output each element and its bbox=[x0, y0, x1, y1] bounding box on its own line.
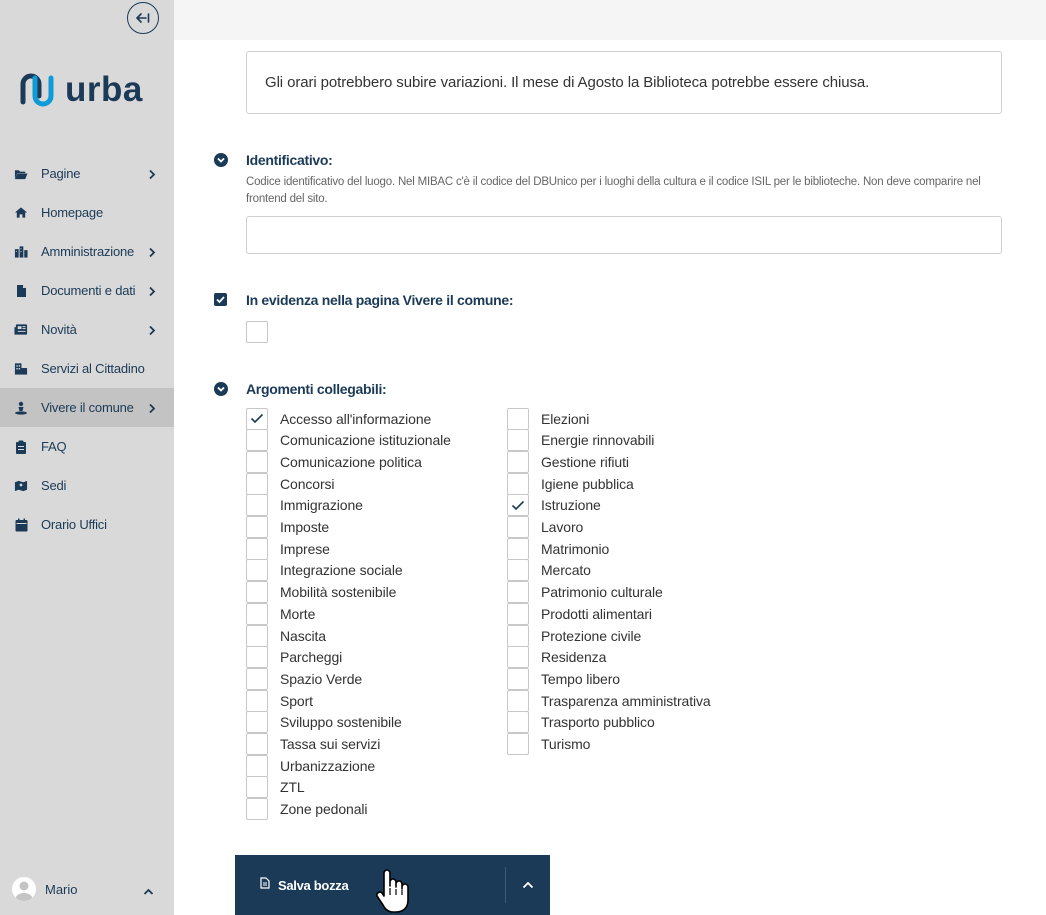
avatar bbox=[12, 877, 36, 901]
sidebar-nav bbox=[0, 154, 174, 544]
chevron-right-icon bbox=[148, 167, 156, 185]
argomento-option[interactable] bbox=[507, 473, 634, 494]
argomento-option[interactable] bbox=[246, 734, 380, 755]
argomento-option[interactable] bbox=[246, 712, 402, 733]
argomento-option[interactable] bbox=[246, 647, 342, 668]
argomento-label: Mobilità sostenibile bbox=[280, 584, 397, 601]
chevron-up-icon bbox=[143, 883, 154, 901]
edit-form bbox=[174, 40, 1046, 915]
argomento-checkbox[interactable] bbox=[246, 690, 268, 712]
argomento-checkbox[interactable] bbox=[507, 408, 529, 430]
argomento-checkbox[interactable] bbox=[246, 798, 268, 820]
argomento-label: Residenza bbox=[541, 649, 607, 666]
checkmark-icon bbox=[511, 500, 525, 511]
argomento-option[interactable] bbox=[246, 430, 451, 451]
argomento-checkbox[interactable] bbox=[507, 516, 529, 538]
argomento-label: Tassa sui servizi bbox=[280, 736, 381, 752]
argomento-option[interactable] bbox=[246, 538, 330, 559]
identificativo-description: Codice identificativo del luogo. Nel MIBAC c'è il codice del DBUnico per i luoghi della cultura e il codice ISIL per le biblioteche. Non deve comparire nel frontend del sito. bbox=[246, 176, 981, 205]
collapse-sidebar-button[interactable] bbox=[127, 2, 159, 34]
argomento-label: Turismo bbox=[541, 736, 591, 752]
chevron-right-icon bbox=[148, 401, 156, 419]
argomento-option[interactable] bbox=[246, 625, 326, 646]
argomento-option[interactable] bbox=[507, 430, 654, 451]
checkmark-icon bbox=[250, 413, 264, 424]
argomento-option[interactable] bbox=[507, 495, 601, 516]
argomento-option[interactable] bbox=[246, 777, 305, 798]
brand-name: urba bbox=[65, 70, 143, 109]
in-evidenza-checkbox[interactable] bbox=[246, 321, 268, 343]
argomento-label: Integrazione sociale bbox=[280, 562, 403, 579]
argomento-checkbox[interactable] bbox=[246, 581, 268, 603]
clipboard-icon bbox=[14, 440, 28, 454]
argomento-option[interactable] bbox=[246, 582, 396, 603]
identificativo-input[interactable] bbox=[246, 216, 1002, 254]
argomento-checkbox[interactable] bbox=[246, 646, 268, 668]
argomento-label: Morte bbox=[280, 605, 316, 622]
argomento-checkbox[interactable] bbox=[507, 451, 529, 473]
argomento-checkbox[interactable] bbox=[507, 690, 529, 712]
sidebar-item-label: Orario Uffici bbox=[41, 517, 107, 532]
argomento-option[interactable] bbox=[246, 603, 315, 624]
file-icon bbox=[14, 284, 28, 298]
argomento-checkbox[interactable] bbox=[507, 473, 529, 495]
argomento-label: Istruzione bbox=[541, 497, 601, 514]
argomento-checkbox[interactable] bbox=[507, 494, 529, 516]
top-bar bbox=[174, 0, 1046, 40]
sidebar-item-faq[interactable] bbox=[0, 427, 174, 466]
home-icon bbox=[14, 206, 28, 220]
argomento-option[interactable] bbox=[507, 517, 583, 538]
argomento-label: Sviluppo sostenibile bbox=[280, 714, 402, 731]
argomento-option[interactable] bbox=[246, 495, 363, 516]
argomento-option[interactable] bbox=[507, 734, 590, 755]
sidebar-item-vivere-il-comune[interactable] bbox=[0, 388, 174, 427]
argomento-label: Spazio Verde bbox=[280, 670, 363, 687]
argomento-checkbox[interactable] bbox=[246, 776, 268, 798]
sidebar-item-documenti-e-dati[interactable] bbox=[0, 271, 174, 310]
newspaper-icon bbox=[14, 323, 28, 337]
notes-textarea-value: Gli orari potrebbero subire variazioni. Il mese di Agosto la Biblioteca potrebbe essere chiusa. bbox=[265, 74, 870, 91]
argomento-label: Parcheggi bbox=[280, 649, 343, 666]
sidebar-item-label: Sedi bbox=[41, 478, 67, 493]
argomento-label: Comunicazione politica bbox=[280, 453, 422, 470]
sidebar-item-servizi-al-cittadino[interactable] bbox=[0, 349, 174, 388]
argomento-option[interactable] bbox=[507, 603, 652, 624]
argomento-label: Tempo libero bbox=[541, 670, 620, 687]
argomento-label: Imprese bbox=[280, 540, 330, 557]
sidebar-item-label: FAQ bbox=[41, 439, 67, 454]
sidebar-item-homepage[interactable] bbox=[0, 193, 174, 232]
sidebar-item-label: Novità bbox=[41, 322, 77, 337]
argomento-label: Elezioni bbox=[541, 410, 590, 427]
argomento-checkbox[interactable] bbox=[507, 538, 529, 560]
city-icon bbox=[14, 245, 28, 259]
user-menu[interactable] bbox=[12, 877, 162, 901]
argomento-option[interactable] bbox=[246, 755, 375, 776]
urba-logo-icon bbox=[17, 70, 57, 110]
argomento-checkbox[interactable] bbox=[246, 538, 268, 560]
chevron-right-icon bbox=[148, 284, 156, 302]
sidebar bbox=[0, 0, 174, 915]
argomento-label: Immigrazione bbox=[280, 497, 363, 514]
argomento-checkbox[interactable] bbox=[246, 603, 268, 625]
argomento-label: Trasporto pubblico bbox=[541, 714, 655, 731]
argomento-label: Concorsi bbox=[280, 475, 335, 492]
argomento-checkbox[interactable] bbox=[507, 559, 529, 581]
argomento-label: Zone pedonali bbox=[280, 801, 368, 818]
argomento-checkbox[interactable] bbox=[246, 625, 268, 647]
argomento-label: Imposte bbox=[280, 519, 330, 535]
user-name: Mario bbox=[45, 881, 78, 897]
argomento-option[interactable] bbox=[246, 668, 362, 689]
save-draft-button[interactable] bbox=[260, 855, 348, 915]
argomento-checkbox[interactable] bbox=[507, 711, 529, 733]
argomento-label: Nascita bbox=[280, 627, 326, 644]
sidebar-item-pagine[interactable] bbox=[0, 154, 174, 193]
argomento-checkbox[interactable] bbox=[246, 733, 268, 755]
save-options-toggle[interactable] bbox=[506, 855, 550, 915]
argomento-label: Matrimonio bbox=[541, 540, 610, 557]
argomento-checkbox[interactable] bbox=[246, 516, 268, 538]
sidebar-item-sedi[interactable] bbox=[0, 466, 174, 505]
calendar-icon bbox=[14, 518, 28, 532]
argomento-option[interactable] bbox=[246, 799, 367, 820]
argomento-checkbox[interactable] bbox=[246, 755, 268, 777]
checkbox-checked-icon bbox=[214, 293, 228, 307]
folder-open-icon bbox=[14, 167, 28, 181]
save-draft-label: Salva bozza bbox=[278, 877, 349, 893]
arrow-left-bar-icon bbox=[136, 13, 150, 23]
argomento-checkbox[interactable] bbox=[507, 668, 529, 690]
chevron-right-icon bbox=[148, 245, 156, 263]
sidebar-item-label: Amministrazione bbox=[41, 244, 135, 259]
argomento-checkbox[interactable] bbox=[507, 646, 529, 668]
argomento-checkbox[interactable] bbox=[507, 581, 529, 603]
argomento-label: Patrimonio culturale bbox=[541, 584, 663, 601]
circle-chevron-down-icon[interactable] bbox=[214, 153, 228, 167]
argomento-label: Urbanizzazione bbox=[280, 757, 376, 774]
argomento-option[interactable] bbox=[507, 690, 711, 711]
argomenti-label: Argomenti collegabili: bbox=[246, 381, 387, 397]
sidebar-item-label: Vivere il comune bbox=[41, 400, 134, 415]
argomento-label: ZTL bbox=[280, 779, 305, 796]
argomento-option[interactable] bbox=[507, 668, 620, 689]
argomento-checkbox[interactable] bbox=[246, 429, 268, 451]
identificativo-label: Identificativo: bbox=[246, 152, 333, 168]
argomento-checkbox[interactable] bbox=[246, 711, 268, 733]
argomento-label: Comunicazione istituzionale bbox=[280, 432, 451, 449]
sidebar-item-label: Homepage bbox=[41, 205, 103, 220]
argomento-label: Igiene pubblica bbox=[541, 475, 634, 492]
argomento-label: Accesso all'informazione bbox=[280, 410, 432, 427]
file-icon bbox=[260, 876, 270, 894]
argomento-option[interactable] bbox=[507, 712, 655, 733]
argomento-label: Sport bbox=[280, 692, 313, 709]
sidebar-item-label: Documenti e dati bbox=[41, 283, 136, 298]
argomento-checkbox[interactable] bbox=[507, 625, 529, 647]
person-icon bbox=[14, 401, 28, 415]
argomento-label: Energie rinnovabili bbox=[541, 432, 655, 449]
argomento-option[interactable] bbox=[507, 451, 629, 472]
argomento-option[interactable] bbox=[507, 582, 663, 603]
argomento-label: Trasparenza amministrativa bbox=[541, 692, 711, 709]
argomento-option[interactable] bbox=[246, 451, 422, 472]
argomento-option[interactable] bbox=[246, 473, 334, 494]
notes-textarea[interactable] bbox=[246, 51, 1002, 114]
argomento-checkbox[interactable] bbox=[507, 733, 529, 755]
argomento-option[interactable] bbox=[246, 517, 329, 538]
argomento-checkbox[interactable] bbox=[246, 473, 268, 495]
sidebar-item-novita[interactable] bbox=[0, 310, 174, 349]
argomento-checkbox[interactable] bbox=[507, 429, 529, 451]
chevron-right-icon bbox=[148, 323, 156, 341]
argomento-option[interactable] bbox=[246, 560, 403, 581]
argomento-option[interactable] bbox=[507, 560, 591, 581]
building-icon bbox=[14, 362, 28, 376]
circle-chevron-down-icon[interactable] bbox=[214, 382, 228, 396]
argomento-checkbox[interactable] bbox=[246, 494, 268, 516]
argomento-checkbox[interactable] bbox=[507, 603, 529, 625]
argomento-label: Mercato bbox=[541, 562, 591, 579]
argomento-checkbox[interactable] bbox=[246, 559, 268, 581]
in-evidenza-label: In evidenza nella pagina Vivere il comune: bbox=[246, 292, 514, 308]
argomento-option[interactable] bbox=[246, 408, 431, 429]
map-icon bbox=[14, 479, 28, 493]
sidebar-item-label: Pagine bbox=[41, 166, 81, 181]
argomento-label: Gestione rifiuti bbox=[541, 453, 629, 470]
argomento-option[interactable] bbox=[507, 408, 589, 429]
chevron-up-icon bbox=[522, 876, 534, 894]
argomento-option[interactable] bbox=[507, 647, 606, 668]
sidebar-item-amministrazione[interactable] bbox=[0, 232, 174, 271]
argomento-checkbox[interactable] bbox=[246, 408, 268, 430]
argomento-label: Prodotti alimentari bbox=[541, 605, 652, 622]
sidebar-item-label: Servizi al Cittadino bbox=[41, 361, 145, 376]
sidebar-item-orario-uffici[interactable] bbox=[0, 505, 174, 544]
argomento-option[interactable] bbox=[507, 538, 609, 559]
hand-pointer-cursor-icon bbox=[374, 868, 410, 915]
argomento-label: Protezione civile bbox=[541, 627, 642, 644]
argomento-option[interactable] bbox=[507, 625, 641, 646]
argomento-label: Lavoro bbox=[541, 519, 584, 535]
argomento-option[interactable] bbox=[246, 690, 313, 711]
argomento-checkbox[interactable] bbox=[246, 668, 268, 690]
brand-logo[interactable] bbox=[17, 70, 143, 110]
argomento-checkbox[interactable] bbox=[246, 451, 268, 473]
